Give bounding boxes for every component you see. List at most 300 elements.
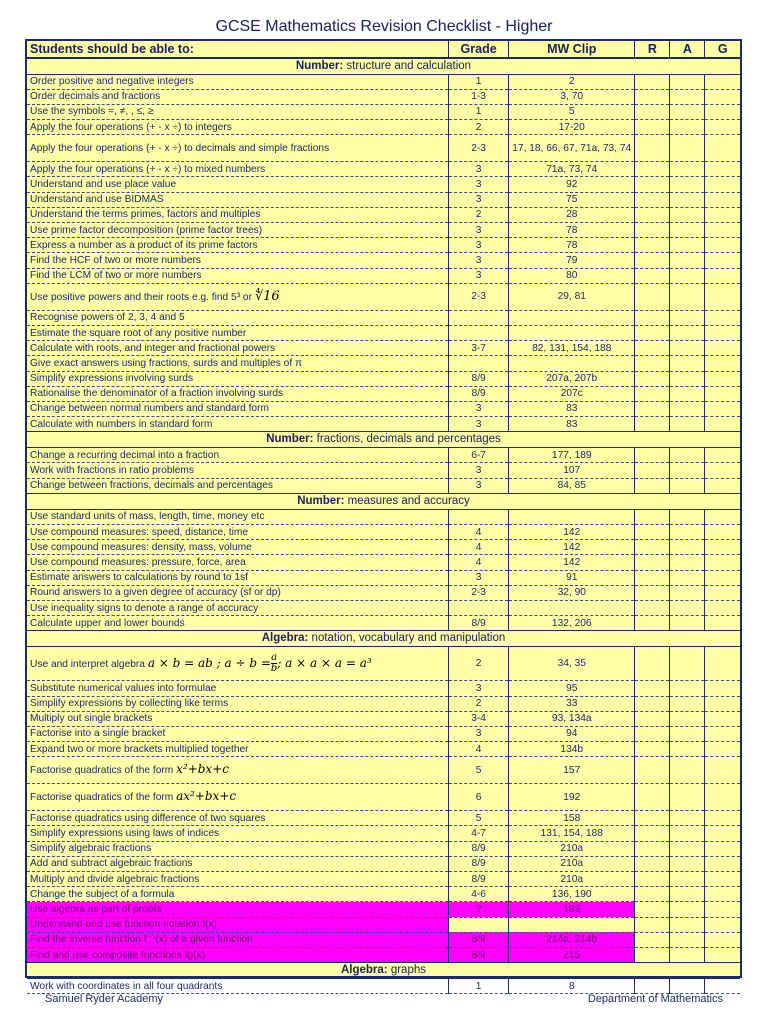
row-grade — [449, 600, 509, 615]
row-grade: 1 — [449, 74, 509, 89]
table-row — [27, 120, 740, 135]
rag-g-checkbox[interactable] — [705, 207, 740, 222]
table-row — [27, 585, 740, 600]
footer-department: Department of Mathematics — [587, 993, 723, 1005]
rag-r-checkbox[interactable] — [635, 104, 670, 119]
rag-a-checkbox[interactable] — [670, 826, 705, 841]
rag-a-checkbox[interactable] — [670, 696, 705, 711]
row-clip: 142 — [509, 525, 635, 540]
table-row — [27, 917, 740, 932]
row-description: Change between normal numbers and standard form — [27, 401, 449, 416]
row-grade: 2 — [449, 120, 509, 135]
header-clip: MW Clip — [509, 41, 635, 58]
row-grade: ? — [449, 902, 509, 917]
row-grade: 3 — [449, 681, 509, 696]
rag-r-checkbox[interactable] — [635, 223, 670, 238]
rag-r-checkbox[interactable] — [635, 448, 670, 463]
rag-a-checkbox[interactable] — [670, 207, 705, 222]
rag-r-checkbox[interactable] — [635, 540, 670, 555]
rag-r-checkbox[interactable] — [635, 417, 670, 432]
rag-a-checkbox[interactable] — [670, 135, 705, 162]
row-grade: 3-7 — [449, 341, 509, 356]
rag-g-checkbox[interactable] — [705, 253, 740, 268]
row-clip — [509, 600, 635, 615]
table-row — [27, 726, 740, 741]
rag-a-checkbox[interactable] — [670, 585, 705, 600]
rag-a-checkbox[interactable] — [670, 856, 705, 871]
rag-a-checkbox[interactable] — [670, 540, 705, 555]
row-clip: 157 — [509, 757, 635, 784]
math-expression: x²+bx+c — [176, 762, 229, 777]
row-clip: 177, 189 — [509, 448, 635, 463]
rag-a-checkbox[interactable] — [670, 600, 705, 615]
row-description: Find the HCF of two or more numbers — [27, 253, 449, 268]
row-grade: 8/9 — [449, 947, 509, 962]
row-clip: 78 — [509, 223, 635, 238]
section-bold: Number: — [266, 433, 314, 446]
rag-g-checkbox[interactable] — [705, 585, 740, 600]
rag-g-checkbox[interactable] — [705, 696, 740, 711]
rag-a-checkbox[interactable] — [670, 356, 705, 371]
rag-r-checkbox[interactable] — [635, 555, 670, 570]
rag-a-checkbox[interactable] — [670, 238, 705, 253]
rag-a-checkbox[interactable] — [670, 268, 705, 283]
row-grade: 3 — [449, 478, 509, 493]
rag-a-checkbox[interactable] — [670, 253, 705, 268]
rag-a-checkbox[interactable] — [670, 902, 705, 917]
rag-r-checkbox[interactable] — [635, 979, 670, 994]
row-grade: 2 — [449, 647, 509, 681]
rag-a-checkbox[interactable] — [670, 192, 705, 207]
row-clip: 17-20 — [509, 120, 635, 135]
rag-a-checkbox[interactable] — [670, 177, 705, 192]
row-description: Work with coordinates in all four quadrants — [27, 979, 449, 994]
row-description: Simplify algebraic fractions — [27, 841, 449, 856]
rag-g-checkbox[interactable] — [705, 162, 740, 177]
row-description: Express a number as a product of its prime factors — [27, 238, 449, 253]
row-clip: 214a, 214b — [509, 932, 635, 947]
rag-a-checkbox[interactable] — [670, 417, 705, 432]
rag-g-checkbox[interactable] — [705, 811, 740, 826]
math-expression: ax²+bx+c — [176, 789, 237, 804]
rag-r-checkbox[interactable] — [635, 135, 670, 162]
rag-r-checkbox[interactable] — [635, 696, 670, 711]
rag-r-checkbox[interactable] — [635, 525, 670, 540]
table-row — [27, 356, 740, 371]
row-description: Simplify expressions using laws of indices — [27, 826, 449, 841]
table-row — [27, 647, 740, 681]
rag-r-checkbox[interactable] — [635, 207, 670, 222]
rag-g-checkbox[interactable] — [705, 283, 740, 310]
row-clip: 158 — [509, 811, 635, 826]
rag-g-checkbox[interactable] — [705, 932, 740, 947]
rag-g-checkbox[interactable] — [705, 356, 740, 371]
row-grade: 2 — [449, 696, 509, 711]
rag-a-checkbox[interactable] — [670, 757, 705, 784]
rag-a-checkbox[interactable] — [670, 341, 705, 356]
row-grade: 4-7 — [449, 826, 509, 841]
table-row — [27, 401, 740, 416]
section-rest: graphs — [387, 964, 426, 977]
row-grade: 4 — [449, 555, 509, 570]
table-row — [27, 856, 740, 871]
table-row — [27, 696, 740, 711]
rag-r-checkbox[interactable] — [635, 386, 670, 401]
row-description: Order positive and negative integers — [27, 74, 449, 89]
table-row — [27, 162, 740, 177]
section-bold: Number: — [297, 494, 345, 507]
rag-a-checkbox[interactable] — [670, 681, 705, 696]
row-grade: 8/9 — [449, 841, 509, 856]
rag-r-checkbox[interactable] — [635, 681, 670, 696]
row-clip: 29, 81 — [509, 283, 635, 310]
row-clip: 207c — [509, 386, 635, 401]
rag-g-checkbox[interactable] — [705, 238, 740, 253]
row-grade: 3 — [449, 417, 509, 432]
rag-a-checkbox[interactable] — [670, 325, 705, 340]
rag-a-checkbox[interactable] — [670, 979, 705, 994]
rag-g-checkbox[interactable] — [705, 386, 740, 401]
row-clip — [509, 917, 635, 932]
rag-g-checkbox[interactable] — [705, 341, 740, 356]
rag-a-checkbox[interactable] — [670, 555, 705, 570]
rag-a-checkbox[interactable] — [670, 872, 705, 887]
rag-a-checkbox[interactable] — [670, 525, 705, 540]
rag-r-checkbox[interactable] — [635, 325, 670, 340]
header-a: A — [670, 41, 705, 58]
rag-g-checkbox[interactable] — [705, 872, 740, 887]
rag-g-checkbox[interactable] — [705, 74, 740, 89]
math-part: ; a × a × a = a³ — [277, 656, 372, 671]
rag-r-checkbox[interactable] — [635, 253, 670, 268]
rag-r-checkbox[interactable] — [635, 341, 670, 356]
row-clip: 32, 90 — [509, 585, 635, 600]
rag-g-checkbox[interactable] — [705, 647, 740, 681]
row-clip: 93, 134a — [509, 711, 635, 726]
table-row — [27, 223, 740, 238]
rag-r-checkbox[interactable] — [635, 841, 670, 856]
header-desc: Students should be able to: — [27, 41, 449, 58]
rag-g-checkbox[interactable] — [705, 887, 740, 902]
row-grade: 1 — [449, 979, 509, 994]
rag-g-checkbox[interactable] — [705, 616, 740, 631]
rag-a-checkbox[interactable] — [670, 162, 705, 177]
section-header — [27, 963, 740, 979]
table-row — [27, 192, 740, 207]
row-grade — [449, 325, 509, 340]
rag-a-checkbox[interactable] — [670, 310, 705, 325]
rag-g-checkbox[interactable] — [705, 268, 740, 283]
rag-r-checkbox[interactable] — [635, 74, 670, 89]
rag-a-checkbox[interactable] — [670, 401, 705, 416]
rag-r-checkbox[interactable] — [635, 647, 670, 681]
table-row — [27, 555, 740, 570]
rag-r-checkbox[interactable] — [635, 616, 670, 631]
row-desc-text: Use positive powers and their roots e.g. find 5³ or — [30, 291, 252, 303]
rag-g-checkbox[interactable] — [705, 600, 740, 615]
row-description: Multiply out single brackets — [27, 711, 449, 726]
row-description: Calculate upper and lower bounds — [27, 616, 449, 631]
rag-g-checkbox[interactable] — [705, 555, 740, 570]
rag-g-checkbox[interactable] — [705, 509, 740, 524]
rag-r-checkbox[interactable] — [635, 570, 670, 585]
rag-g-checkbox[interactable] — [705, 947, 740, 962]
rag-r-checkbox[interactable] — [635, 310, 670, 325]
row-clip: 210a — [509, 841, 635, 856]
rag-g-checkbox[interactable] — [705, 371, 740, 386]
rag-g-checkbox[interactable] — [705, 757, 740, 784]
row-grade: 4 — [449, 525, 509, 540]
table-row — [27, 600, 740, 615]
table-row — [27, 841, 740, 856]
row-clip: 136, 190 — [509, 887, 635, 902]
rag-r-checkbox[interactable] — [635, 478, 670, 493]
rag-r-checkbox[interactable] — [635, 401, 670, 416]
rag-g-checkbox[interactable] — [705, 448, 740, 463]
rag-g-checkbox[interactable] — [705, 540, 740, 555]
rag-g-checkbox[interactable] — [705, 856, 740, 871]
rag-r-checkbox[interactable] — [635, 887, 670, 902]
rag-a-checkbox[interactable] — [670, 932, 705, 947]
rag-r-checkbox[interactable] — [635, 463, 670, 478]
rag-a-checkbox[interactable] — [670, 74, 705, 89]
rag-g-checkbox[interactable] — [705, 120, 740, 135]
rag-a-checkbox[interactable] — [670, 371, 705, 386]
table-row — [27, 177, 740, 192]
rag-g-checkbox[interactable] — [705, 177, 740, 192]
row-description: Simplify expressions involving surds — [27, 371, 449, 386]
row-clip: 28 — [509, 207, 635, 222]
row-description: Simplify expressions by collecting like terms — [27, 696, 449, 711]
rag-g-checkbox[interactable] — [705, 401, 740, 416]
section-header — [27, 58, 740, 74]
rag-a-checkbox[interactable] — [670, 887, 705, 902]
table-row — [27, 417, 740, 432]
rag-a-checkbox[interactable] — [670, 104, 705, 119]
rag-a-checkbox[interactable] — [670, 841, 705, 856]
row-description: Apply the four operations (+ - x ÷) to decimals and simple fractions — [27, 135, 449, 162]
row-clip — [509, 356, 635, 371]
rag-r-checkbox[interactable] — [635, 585, 670, 600]
rag-a-checkbox[interactable] — [670, 947, 705, 962]
row-clip: 80 — [509, 268, 635, 283]
rag-r-checkbox[interactable] — [635, 711, 670, 726]
rag-a-checkbox[interactable] — [670, 463, 705, 478]
rag-g-checkbox[interactable] — [705, 841, 740, 856]
rag-r-checkbox[interactable] — [635, 600, 670, 615]
rag-g-checkbox[interactable] — [705, 223, 740, 238]
rag-r-checkbox[interactable] — [635, 917, 670, 932]
table-row — [27, 540, 740, 555]
table-row — [27, 570, 740, 585]
row-clip: 95 — [509, 681, 635, 696]
row-grade: 3 — [449, 570, 509, 585]
rag-g-checkbox[interactable] — [705, 979, 740, 994]
table-row — [27, 253, 740, 268]
rag-g-checkbox[interactable] — [705, 742, 740, 757]
row-description: Expand two or more brackets multiplied together — [27, 742, 449, 757]
rag-g-checkbox[interactable] — [705, 478, 740, 493]
rag-a-checkbox[interactable] — [670, 386, 705, 401]
row-grade: 2 — [449, 207, 509, 222]
row-description: Use compound measures: speed, distance, time — [27, 525, 449, 540]
table-row — [27, 74, 740, 89]
rag-g-checkbox[interactable] — [705, 570, 740, 585]
rag-a-checkbox[interactable] — [670, 647, 705, 681]
table-row — [27, 207, 740, 222]
table-row — [27, 826, 740, 841]
rag-a-checkbox[interactable] — [670, 811, 705, 826]
row-clip: 107 — [509, 463, 635, 478]
row-description: Give exact answers using fractions, surds and multiples of π — [27, 356, 449, 371]
rag-g-checkbox[interactable] — [705, 89, 740, 104]
checklist-table-container — [25, 39, 742, 992]
rag-a-checkbox[interactable] — [670, 283, 705, 310]
rag-g-checkbox[interactable] — [705, 135, 740, 162]
rag-r-checkbox[interactable] — [635, 872, 670, 887]
table-row — [27, 463, 740, 478]
row-description: Apply the four operations (+ - x ÷) to integers — [27, 120, 449, 135]
rag-a-checkbox[interactable] — [670, 89, 705, 104]
rag-a-checkbox[interactable] — [670, 711, 705, 726]
rag-g-checkbox[interactable] — [705, 417, 740, 432]
row-clip: 92 — [509, 177, 635, 192]
rag-g-checkbox[interactable] — [705, 711, 740, 726]
row-description: Understand and use place value — [27, 177, 449, 192]
rag-r-checkbox[interactable] — [635, 283, 670, 310]
table-row — [27, 681, 740, 696]
page-title: GCSE Mathematics Revision Checklist - Higher — [215, 18, 553, 35]
row-description: Order decimals and fractions — [27, 89, 449, 104]
rag-a-checkbox[interactable] — [670, 478, 705, 493]
footer-school: Samuel Ryder Academy — [45, 993, 163, 1005]
row-description: Find and use composite functions fg(x) — [27, 947, 449, 962]
row-clip: 33 — [509, 696, 635, 711]
rag-r-checkbox[interactable] — [635, 932, 670, 947]
rag-g-checkbox[interactable] — [705, 784, 740, 811]
table-row — [27, 283, 740, 310]
rag-r-checkbox[interactable] — [635, 371, 670, 386]
row-grade: 1 — [449, 104, 509, 119]
rag-a-checkbox[interactable] — [670, 509, 705, 524]
row-description — [27, 647, 449, 681]
table-row — [27, 947, 740, 962]
rag-a-checkbox[interactable] — [670, 223, 705, 238]
rag-r-checkbox[interactable] — [635, 120, 670, 135]
rag-a-checkbox[interactable] — [670, 570, 705, 585]
checklist-table — [27, 41, 740, 994]
row-clip: 132, 206 — [509, 616, 635, 631]
row-description: Recognise powers of 2, 3, 4 and 5 — [27, 310, 449, 325]
math-expression: ∜16 — [254, 288, 280, 304]
rag-r-checkbox[interactable] — [635, 268, 670, 283]
rag-r-checkbox[interactable] — [635, 509, 670, 524]
row-clip: 142 — [509, 540, 635, 555]
rag-g-checkbox[interactable] — [705, 681, 740, 696]
rag-r-checkbox[interactable] — [635, 947, 670, 962]
table-row — [27, 268, 740, 283]
row-clip: 8 — [509, 979, 635, 994]
row-description: Substitute numerical values into formulae — [27, 681, 449, 696]
rag-g-checkbox[interactable] — [705, 525, 740, 540]
rag-a-checkbox[interactable] — [670, 917, 705, 932]
rag-g-checkbox[interactable] — [705, 310, 740, 325]
rag-r-checkbox[interactable] — [635, 192, 670, 207]
rag-g-checkbox[interactable] — [705, 192, 740, 207]
row-description: Use inequality signs to denote a range of accuracy — [27, 600, 449, 615]
row-grade: 4-6 — [449, 887, 509, 902]
table-row — [27, 742, 740, 757]
rag-g-checkbox[interactable] — [705, 726, 740, 741]
rag-r-checkbox[interactable] — [635, 238, 670, 253]
rag-a-checkbox[interactable] — [670, 616, 705, 631]
row-description: Find the LCM of two or more numbers — [27, 268, 449, 283]
rag-a-checkbox[interactable] — [670, 120, 705, 135]
rag-r-checkbox[interactable] — [635, 726, 670, 741]
rag-r-checkbox[interactable] — [635, 757, 670, 784]
fraction-numerator: a — [271, 652, 278, 664]
table-row — [27, 325, 740, 340]
row-description: Understand the terms primes, factors and multiples — [27, 207, 449, 222]
row-desc-text: Factorise quadratics of the form — [30, 792, 174, 804]
rag-g-checkbox[interactable] — [705, 917, 740, 932]
rag-g-checkbox[interactable] — [705, 463, 740, 478]
rag-r-checkbox[interactable] — [635, 902, 670, 917]
rag-r-checkbox[interactable] — [635, 826, 670, 841]
row-description: Use compound measures: density, mass, volume — [27, 540, 449, 555]
row-grade: 8/9 — [449, 932, 509, 947]
rag-r-checkbox[interactable] — [635, 177, 670, 192]
rag-g-checkbox[interactable] — [705, 325, 740, 340]
row-grade — [449, 356, 509, 371]
rag-r-checkbox[interactable] — [635, 162, 670, 177]
row-grade: 3-4 — [449, 711, 509, 726]
table-row — [27, 902, 740, 917]
rag-a-checkbox[interactable] — [670, 726, 705, 741]
row-grade: 3 — [449, 192, 509, 207]
row-desc-text: Use and interpret algebra — [30, 659, 145, 671]
rag-r-checkbox[interactable] — [635, 856, 670, 871]
rag-a-checkbox[interactable] — [670, 784, 705, 811]
section-rest: measures and accuracy — [344, 494, 470, 507]
row-description: Add and subtract algebraic fractions — [27, 856, 449, 871]
row-grade: 3 — [449, 162, 509, 177]
row-clip: 84, 85 — [509, 478, 635, 493]
row-grade — [449, 509, 509, 524]
rag-g-checkbox[interactable] — [705, 826, 740, 841]
rag-g-checkbox[interactable] — [705, 104, 740, 119]
row-clip: 131, 154, 188 — [509, 826, 635, 841]
rag-r-checkbox[interactable] — [635, 89, 670, 104]
row-description: Use the symbols =, ≠, , ≤, ≥ — [27, 104, 449, 119]
rag-a-checkbox[interactable] — [670, 448, 705, 463]
rag-a-checkbox[interactable] — [670, 742, 705, 757]
row-clip — [509, 325, 635, 340]
row-grade: 4 — [449, 540, 509, 555]
row-description: Apply the four operations (+ - x ÷) to mixed numbers — [27, 162, 449, 177]
rag-r-checkbox[interactable] — [635, 784, 670, 811]
table-row — [27, 872, 740, 887]
table-row — [27, 509, 740, 524]
rag-r-checkbox[interactable] — [635, 742, 670, 757]
rag-r-checkbox[interactable] — [635, 811, 670, 826]
header-row — [27, 41, 740, 58]
header-g: G — [705, 41, 740, 58]
rag-g-checkbox[interactable] — [705, 902, 740, 917]
row-clip: 207a, 207b — [509, 371, 635, 386]
table-row — [27, 979, 740, 994]
rag-r-checkbox[interactable] — [635, 356, 670, 371]
